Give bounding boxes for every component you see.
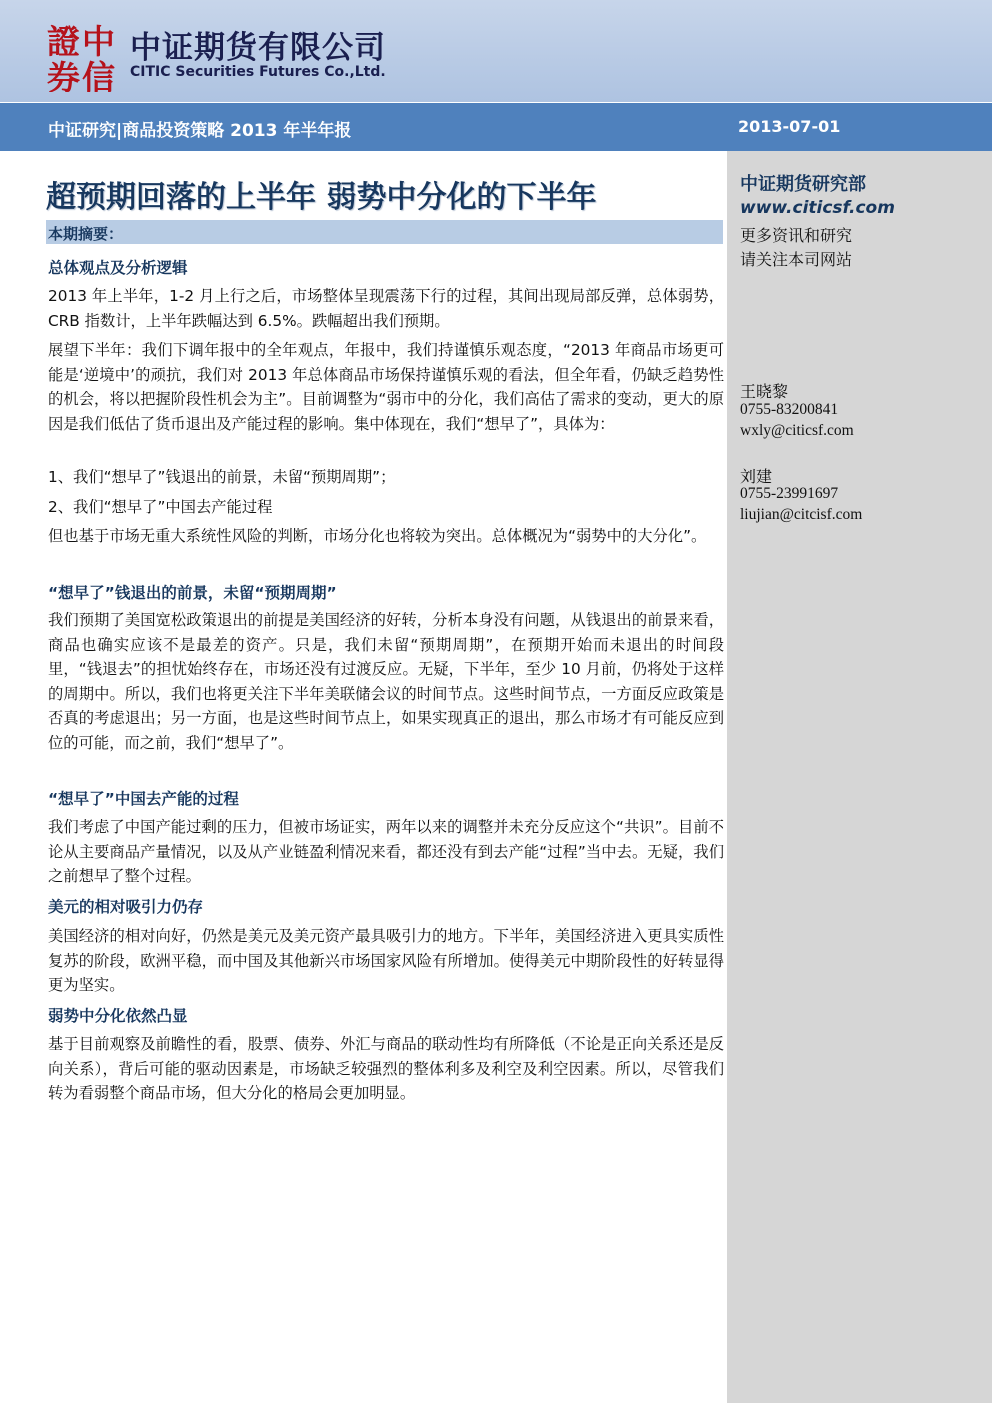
company-name-en: CITIC Securities Futures Co.,Ltd.	[130, 64, 386, 80]
section-heading-overview: 总体观点及分析逻辑	[48, 259, 188, 277]
paragraph: 展望下半年：我们下调年报中的全年观点，年报中，我们持谨慎乐观态度，“2013 年商品市场更可能是‘逆境中’的顽抗，我们对 2013 年总体商品市场保持谨慎乐观的看法，但全年看，仍缺乏趋势性的机会，将以把握阶段性机会为主”。目前调整为“弱市中的分化，我们高估了需求的变动，更大的原因是我们低估了货币退出及产能过程的影响。集中体现在，我们“想早了”，具体为：	[48, 341, 724, 433]
section-heading-usd: 美元的相对吸引力仍存	[48, 898, 204, 916]
paragraph: 我们预期了美国宽松政策退出的前提是美国经济的好转，分析本身没有问题，从钱退出的前景来看，商品也确实应该不是最差的资产。只是，我们未留“预期周期”，在预期开始而未退出的时间段里，“钱退去”的担忧始终存在，市场还没有过渡反应。无疑，下半年，至少 10 月前，仍将处于这样的周期中。所以，我们也将更关注下半年美联储会议的时间节点。这些时间节点，一方面反应政策是否真的考虑退出；另一方面，也是这些时间节点上，如果实现真正的退出，那么市场才有可能反应到位的可能，而之前，我们“想早了”。	[48, 611, 724, 752]
section-heading-capacity: “想早了”中国去产能的过程	[48, 790, 239, 808]
analyst-name: 刘建	[740, 467, 773, 486]
section-heading-money-exit: “想早了”钱退出的前景，未留“预期周期”	[48, 584, 337, 602]
report-label: 中证研究|商品投资策略 2013 年半年报	[48, 121, 352, 141]
paragraph: 美国经济的相对向好，仍然是美元及美元资产最具吸引力的地方。下半年，美国经济进入更具实质性复苏的阶段，欧洲平稳，而中国及其他新兴市场国家风险有所增加。使得美元中期阶段性的好转显得更为坚实。	[48, 927, 724, 995]
analyst-phone: 0755-23991697	[740, 485, 839, 502]
analyst-email[interactable]: wxly@citicsf.com	[740, 422, 854, 439]
logo-char-2: 中	[82, 22, 115, 61]
sidebar-panel	[727, 151, 992, 1403]
summary-label: 本期摘要：	[48, 225, 124, 243]
sidebar-website[interactable]: www.citicsf.com	[740, 198, 895, 218]
company-name-cn: 中证期货有限公司	[130, 30, 386, 66]
report-date: 2013-07-01	[738, 117, 841, 136]
analyst-phone: 0755-83200841	[740, 401, 839, 418]
paragraph: 基于目前观察及前瞻性的看，股票、债券、外汇与商品的联动性均有所降低（不论是正向关系还是反向关系），背后可能的驱动因素是，市场缺乏较强烈的整体利多及利空及利空因素。所以，尽管我们转为看弱整个商品市场，但大分化的格局会更加明显。	[48, 1035, 724, 1103]
paragraph: 但也基于市场无重大系统性风险的判断，市场分化也将较为突出。总体概况为“弱势中的大分化”。	[48, 527, 707, 545]
logo-char-3: 券	[47, 58, 80, 92]
sidebar-line-1: 更多资讯和研究	[740, 226, 853, 245]
paragraph: 2013 年上半年，1-2 月上行之后，市场整体呈现震荡下行的过程，其间出现局部反弹，总体弱势，CRB 指数计，上半年跌幅达到 6.5%。跌幅超出我们预期。	[48, 287, 724, 330]
analyst-name: 王晓黎	[740, 382, 789, 401]
paragraph: 2、我们“想早了”中国去产能过程	[48, 498, 273, 516]
paragraph: 1、我们“想早了”钱退出的前景，未留“预期周期”；	[48, 468, 396, 486]
logo-char-4: 信	[82, 58, 115, 92]
company-logo	[46, 22, 116, 92]
sidebar-line-2: 请关注本司网站	[740, 250, 853, 269]
section-heading-divergence: 弱势中分化依然凸显	[48, 1007, 188, 1025]
logo-char-1: 證	[47, 22, 80, 61]
analyst-email[interactable]: liujian@citcisf.com	[740, 506, 863, 523]
page-title: 超预期回落的上半年 弱势中分化的下半年	[46, 180, 597, 215]
sidebar-dept: 中证期货研究部	[740, 174, 866, 195]
summary-bar	[46, 220, 723, 244]
paragraph: 我们考虑了中国产能过剩的压力，但被市场证实，两年以来的调整并未充分反应这个“共识”。目前不论从主要商品产量情况，以及从产业链盈利情况来看，都还没有到去产能“过程”当中去。无疑，我们之前想早了整个过程。	[48, 818, 724, 886]
